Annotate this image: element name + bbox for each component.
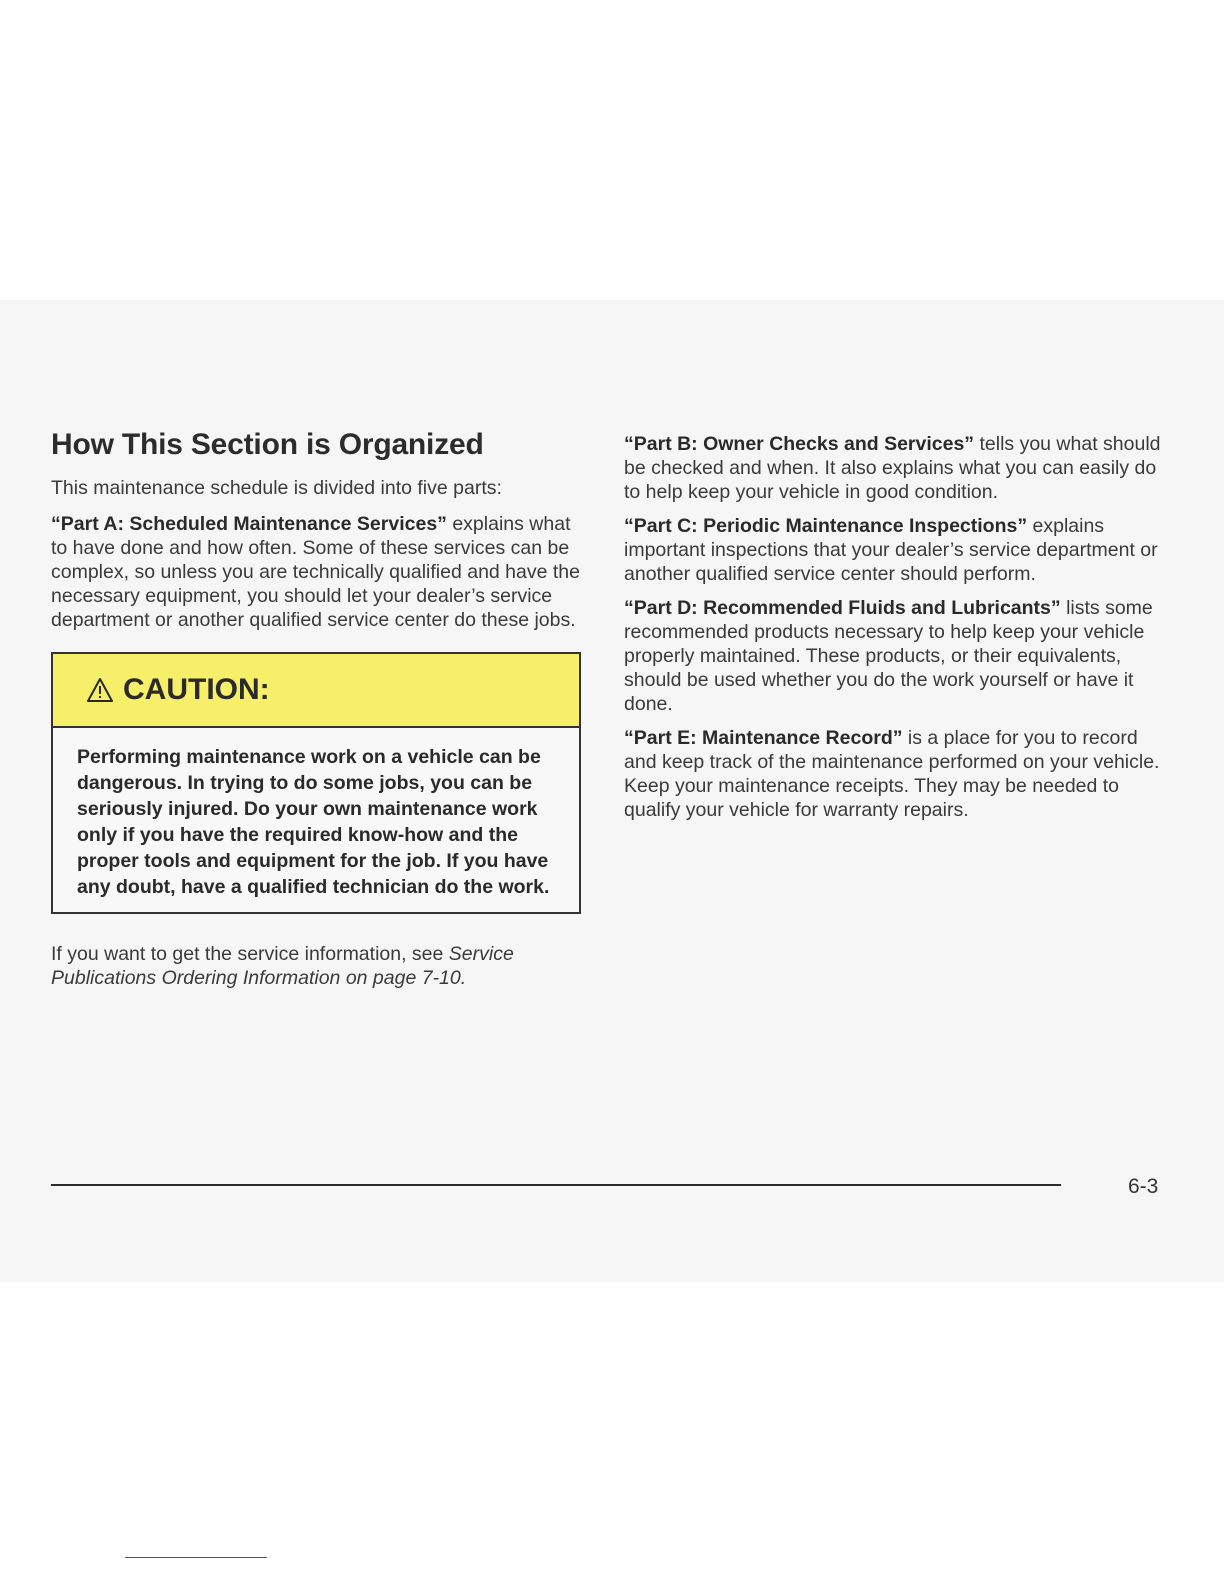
part-c-title: “Part C: Periodic Maintenance Inspections” <box>624 515 1028 537</box>
part-d-title: “Part D: Recommended Fluids and Lubricants” <box>624 597 1061 619</box>
part-b-title: “Part B: Owner Checks and Services” <box>624 433 975 455</box>
warning-triangle-icon <box>87 677 113 703</box>
footer-rule <box>51 1184 1061 1186</box>
page-number: 6-3 <box>1128 1175 1159 1198</box>
part-d-paragraph <box>624 596 1169 716</box>
right-column <box>624 432 1169 832</box>
part-b-text: tells you what should be checked and when. It also explains what you can easily do to help keep your vehicle in good condition. <box>624 433 1161 503</box>
part-e-paragraph <box>624 726 1169 822</box>
part-e-text: is a place for you to record and keep track of the maintenance performed on your vehicle. Keep your maintenance receipts. They may be needed to qualify your vehicle for warranty repairs. <box>624 727 1160 821</box>
service-info-text: If you want to get the service information, see <box>51 943 449 965</box>
part-a-text: explains what to have done and how often. Some of these services can be complex, so unless you are technically qualified and have the necessary equipment, you should let your dealer’s service department or another qualified service center do these jobs. <box>51 513 580 631</box>
part-a-title: “Part A: Scheduled Maintenance Services” <box>51 513 447 535</box>
service-info-paragraph <box>51 942 581 990</box>
caution-title: CAUTION: <box>123 673 270 706</box>
bottom-divider <box>125 1557 267 1558</box>
part-c-text: explains important inspections that your dealer’s service department or another qualified service center should perform. <box>624 515 1158 585</box>
caution-header <box>53 654 579 728</box>
part-d-text: lists some recommended products necessary to help keep your vehicle properly maintained. These products, or their equivalents, should be used whether you do the work yourself or have it done. <box>624 597 1153 715</box>
part-b-paragraph <box>624 432 1169 504</box>
left-column <box>51 428 581 1000</box>
part-a-paragraph <box>51 512 581 632</box>
caution-body: Performing maintenance work on a vehicle can be dangerous. In trying to do some jobs, you can be seriously injured. Do your own maintenance work only if you have the required know-how and the proper tools and equipment for the job. If you have any doubt, have a qualified technician do the work. <box>77 746 550 898</box>
intro-text: This maintenance schedule is divided into five parts: <box>51 477 502 499</box>
part-c-paragraph <box>624 514 1169 586</box>
section-title: How This Section is Organized <box>51 428 484 461</box>
caution-box <box>51 652 581 914</box>
part-e-title: “Part E: Maintenance Record” <box>624 727 903 749</box>
service-info-reference[interactable]: Service Publications Ordering Information on page 7-10. <box>51 943 514 989</box>
